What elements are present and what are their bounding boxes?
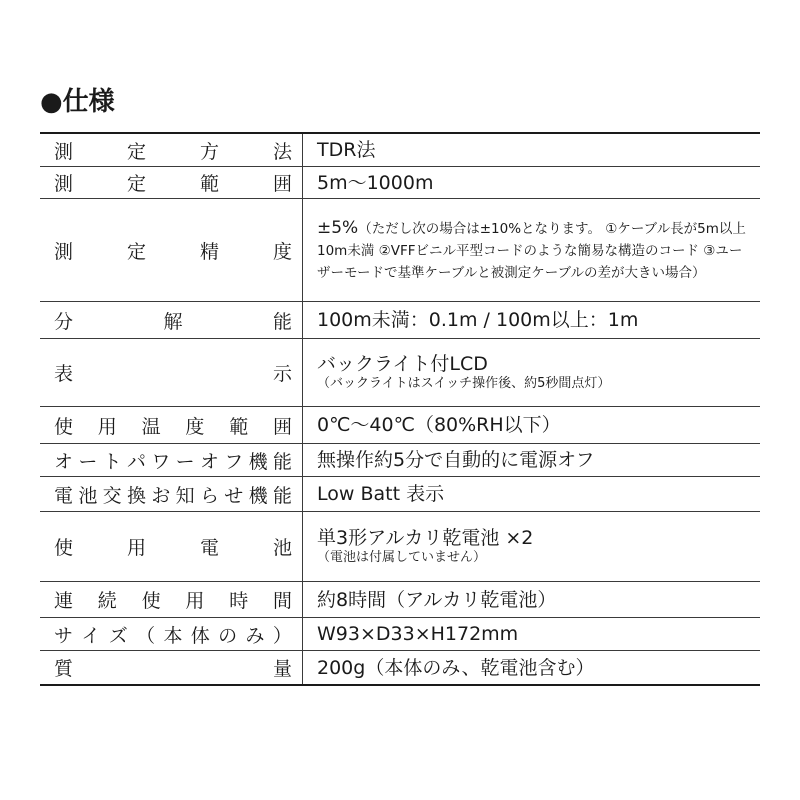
spec-row-measurement-range [40, 167, 760, 199]
spec-row-auto-power-off [40, 444, 760, 477]
spec-row-resolution [40, 302, 760, 339]
spec-label: 表 示 [54, 363, 292, 385]
spec-value: Low Batt 表示 [317, 483, 445, 505]
spec-label: 測 定 精 度 [54, 240, 292, 263]
spec-label: オ ー ト パ ワ ー オ フ 機 能 [54, 450, 292, 473]
spec-value: 0℃〜40℃（80%RH以下） [317, 414, 561, 436]
spec-note: （電池は付属していません） [317, 549, 487, 565]
spec-table [40, 132, 760, 686]
spec-value: 5m〜1000m [317, 171, 434, 194]
spec-label: 電 池 交 換 お 知 ら せ 機 能 [54, 484, 292, 507]
spec-row-measurement-accuracy [40, 199, 760, 302]
spec-row-measurement-method [40, 134, 760, 167]
spec-value: 100m未満：0.1m / 100m以上：1m [317, 309, 639, 331]
spec-row-battery [40, 512, 760, 582]
spec-value: 200g（本体のみ、乾電池含む） [317, 656, 595, 679]
spec-label: 使 用 温 度 範 囲 [54, 415, 292, 438]
spec-note: （バックライトはスイッチ操作後、約5秒間点灯） [317, 375, 611, 391]
spec-value: W93×D33×H172mm [317, 623, 519, 645]
spec-value: TDR法 [317, 139, 376, 161]
spec-value: 単3形アルカリ乾電池 ×2 （電池は付属していません） [303, 512, 760, 581]
spec-label: 分 解 能 [54, 310, 292, 333]
spec-row-battery-notice [40, 477, 760, 512]
section-heading: ●仕様 [40, 87, 115, 117]
spec-label: 測 定 方 法 [54, 140, 292, 163]
spec-label: 質 量 [54, 658, 292, 680]
spec-label: 測 定 範 囲 [54, 173, 292, 195]
spec-row-display [40, 339, 760, 407]
spec-label: サ イ ズ （ 本 体 の み ） [54, 624, 292, 647]
spec-value: バックライト付LCD （バックライトはスイッチ操作後、約5秒間点灯） [303, 339, 760, 406]
spec-label: 連 続 使 用 時 間 [54, 590, 292, 612]
spec-value: 約8時間（アルカリ乾電池） [317, 588, 557, 611]
spec-row-continuous-use [40, 582, 760, 618]
spec-value: ±5%（ただし次の場合は±10%となります。 ①ケーブル長が5m以上10m未満 ②VFFビニル平型コードのような簡易な構造のコード ③ユーザーモードで基準ケーブルと被測定ケーブルの差が大きい場合） [317, 217, 746, 281]
spec-row-operating-temperature [40, 407, 760, 444]
spec-row-size [40, 618, 760, 651]
spec-value: 無操作約5分で自動的に電源オフ [317, 449, 595, 471]
spec-label: 使 用 電 池 [54, 537, 292, 559]
spec-row-mass [40, 651, 760, 686]
